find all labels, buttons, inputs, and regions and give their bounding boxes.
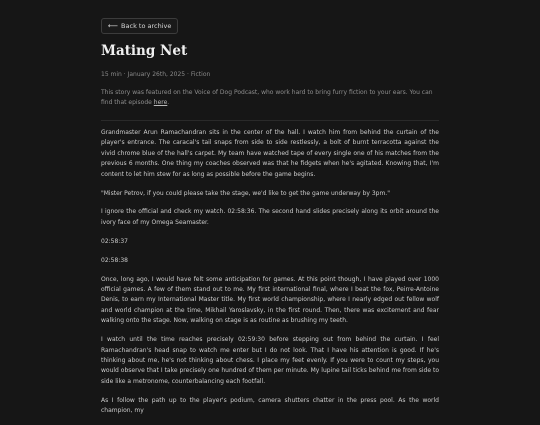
story-paragraph: Once, long ago, I would have felt some anticipation for games. At this point though, I have played over 1000 official games. A few of them stand out to me. My first international final, where I beat the fox, Peirre-Antoine Denis, to earn my International Master title. My first world championship, where I nearly edged out fellow wolf and world champion at the time, Mikhail Yaroslavsky, in the first round. Then, there was excitement and fear walking onto the stage. Now, walking on stage is as routine as brushing my teeth. (101, 275, 439, 325)
intro-end: . (167, 99, 170, 107)
story-paragraph: As I follow the path up to the player's podium, camera shutters chatter in the press pool. As the world champion, my (101, 396, 439, 415)
story-paragraph: Grandmaster Arun Ramachandran sits in the center of the hall. I watch him from behind the curtain of the player's entrance. The caracal's tail snaps from side to side restlessly, a bolt of burnt terracotta against the vivid chrome blue of the hall's carpet. My team have watched tape of every single one of his matches from the previous 6 months. One thing my coaches observed was that he fidgets when he's agitated. Knowing that, I'm content to let him stew for as long as possible before the game begins. (101, 129, 439, 178)
page-title: Mating Net (101, 43, 188, 59)
story-paragraph: I ignore the official and check my watch. 02:58:36. The second hand slides precisely along its orbit around the ivory face of my Omega Seamaster. (101, 208, 439, 226)
intro-text: This story was featured on the Voice of Dog Podcast, who work hard to bring furry fiction to your ears. You can find that episode (101, 89, 433, 107)
story-paragraph: 02:58:38 (101, 256, 128, 264)
article-meta: 15 min · January 26th, 2025 · Fiction (101, 71, 211, 78)
divider (101, 120, 439, 121)
story-body (101, 128, 439, 425)
intro-note (101, 88, 439, 109)
back-to-archive-button[interactable] (101, 18, 178, 34)
story-paragraph: 02:58:37 (101, 237, 128, 245)
episode-link[interactable]: here (153, 99, 168, 107)
story-paragraph: "Mister Petrov, if you could please take the stage, we'd like to get the game underway by 3pm." (101, 189, 390, 197)
back-button-label: Back to archive (121, 22, 172, 30)
story-paragraph: I watch until the time reaches precisely 02:59:30 before stepping out from behind the curtain. I feel Ramachandran's head snap to watch me enter but I do not look. That I have his attention is good. If he's thinking about me, he's not thinking about chess. I place my feet evenly. If you were to count my steps, you would observe that I take precisely one hundred of them per minute. My lupine tail ticks behind me from side to side like a metronome, counterbalancing each footfall. (101, 336, 439, 385)
arrow-left-icon: ⟵ (108, 22, 119, 30)
